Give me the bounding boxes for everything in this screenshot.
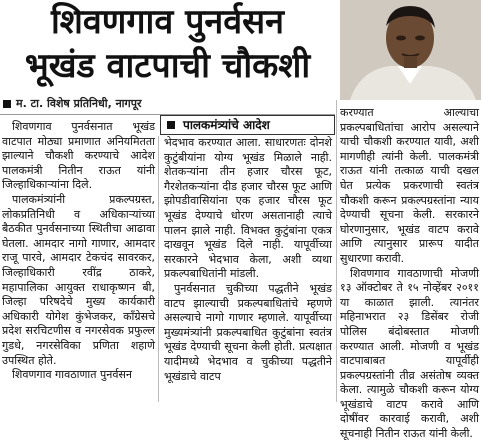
headline bbox=[0, 0, 335, 92]
paragraph: पालकमंत्र्यांनी प्रकल्पग्रस्त, लोकप्रतिनिधी व अधिकाऱ्यांच्या बैठकीत पुनर्वसनाच्या स्थितीचा आढावा घेतला. आमदार नागो गाणार, आमदार राजू पारवे, आमदार टेकचंद सावरकर, जिल्हाधिकारी रवींद्र ठाकरे, महापालिका आयुक्त राधाकृष्णन बी, जिल्हा परिषदेचे मुख्य कार्यकारी अधिकारी योगेश कुंभेजकर, काँग्रेसचे प्रदेश सरचिटणीस व नगरसेवक प्रफुल्ल गुडधे, नगरसेविका प्रणिता शहाणे उपस्थित होते. bbox=[2, 192, 155, 367]
article-column-3 bbox=[340, 106, 479, 442]
article-column-1 bbox=[2, 120, 155, 383]
portrait-image bbox=[340, 0, 481, 100]
paragraph: पुनर्वसनात चुकीच्या पद्धतीने भूखंड वाटप झाल्याची प्रकल्पबाधितांचे म्हणणे असल्याचे नागो गाणार म्हणाले. यापूर्वीच्या मुख्यमंत्र्यांनी प्रकल्पबाधित कुटुंबांना स्वतंत्र भूखंड देण्याची सूचना केली होती. प्रत्यक्षात यादीमध्ये भेदभाव व चुकीच्या पद्धतीने भूखंडाचे वाटप bbox=[164, 281, 332, 383]
paragraph: करण्यात आल्याचा प्रकल्पबाधितांचा आरोप असल्याने याची चौकशी करण्यात यावी, अशी मागणीही त्यांनी केली. पालकमंत्री राऊत यांनी तत्काळ याची दखल घेत प्रत्येक प्रकरणाची स्वतंत्र चौकशी करून प्रकल्पग्रस्तांना न्याय देण्याची सूचना केली. सरकारने घोरणानुसार, भूखंड वाटप करावे आणि त्यानुसार प्रारूप यादीत सुधारणा करावी. bbox=[340, 106, 479, 265]
article-column-2 bbox=[164, 136, 332, 384]
paragraph: भेदभाव करण्यात आला. साधारणतः दोनशे कुटुंबीयांना योग्य भूखंड मिळाले नाही. शेतकऱ्यांना तीन हजार चौरस फूट, गैरशेतकऱ्यांना दीड हजार चौरस फूट आणि झोपडीवासियांना एक हजार चौरस फूट भूखंड देण्याचे धोरण असतानाही त्याचे पालन झाले नाही. विभक्त कुटुंबांना एकत्र दाखवून भूखंड दिले नाही. यापूर्वीच्या सरकारने भेदभाव केला, अशी व्यथा प्रकल्पबाधितांनी मांडली. bbox=[164, 136, 332, 281]
column-divider-2 bbox=[336, 100, 337, 402]
column-divider-1 bbox=[158, 136, 159, 402]
paragraph: शिवणगाव गावठाणाची मोजणी १३ ऑक्टोबर ते १५ नोव्हेंबर २०११ या काळात झाली. त्यानंतर महिनाभरात २३ डिसेंबर रोजी पोलिस बंदोबस्तात मोजणी करण्यात आली. मोजणी व भूखंड वाटपाबाबत यापूर्वीही प्रकल्पग्रस्तांनी तीव्र असंतोष व्यक्त केला. त्यामुळे चौकशी करून योग्य भूखंडाचे वाटप करावे आणि दोषींवर कारवाई करावी, अशी सूचनाही नितीन राऊत यांनी केली. bbox=[340, 266, 479, 441]
headline-line-1: शिवणगाव पुनर्वसन bbox=[50, 2, 285, 42]
byline bbox=[0, 96, 335, 112]
subheading-bullet bbox=[167, 121, 175, 129]
headline-line-2: भूखंड वाटपाची चौकशी bbox=[24, 46, 311, 86]
subheading-text: पालकमंत्र्यांचे आदेश bbox=[183, 118, 270, 132]
subheading-box bbox=[160, 115, 335, 135]
paragraph: शिवणगाव गावठाणात पुनर्वसन bbox=[12, 368, 133, 382]
paragraph: शिवणगाव पुनर्वसनात भूखंड वाटपात मोठ्या प्रमाणात अनियमितता झाल्याने चौकशी करण्याचे आदेश पालकमंत्री नितीन राऊत यांनी जिल्हाधिकाऱ्यांना दिले. bbox=[2, 120, 155, 192]
minister-photo bbox=[340, 0, 481, 100]
bullet-mark bbox=[3, 100, 11, 108]
byline-text: म. टा. विशेष प्रतिनिधी, नागपूर bbox=[16, 97, 142, 110]
